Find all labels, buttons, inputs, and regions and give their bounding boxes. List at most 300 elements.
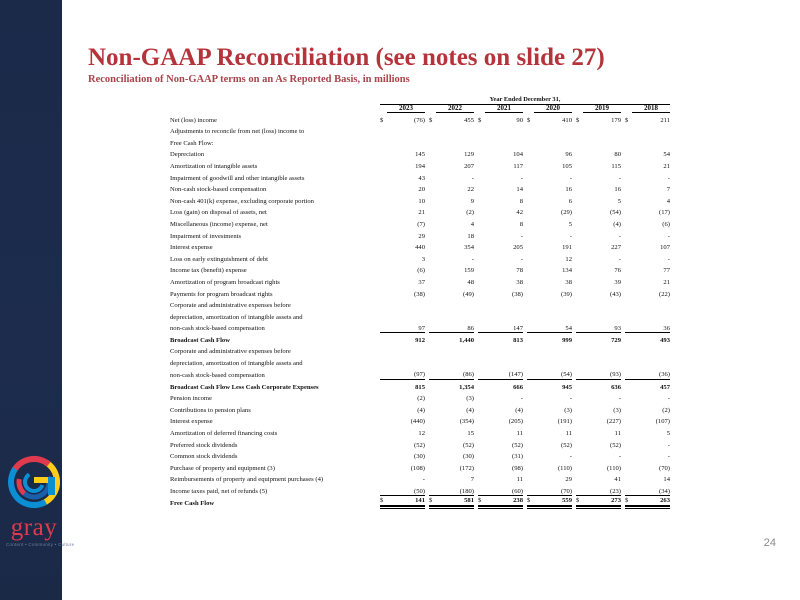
- currency-symbol-cell: [576, 229, 583, 241]
- currency-symbol-cell: [478, 368, 485, 380]
- currency-symbol-cell: [576, 252, 583, 264]
- currency-symbol-cell: [576, 240, 583, 252]
- cell-value: (6): [662, 220, 670, 228]
- cell-value: -: [569, 174, 572, 182]
- currency-symbol-cell: [576, 449, 583, 461]
- row-label: Pension income: [170, 395, 212, 403]
- row-label: Adjustments to reconcile from net (loss) income to: [170, 128, 305, 136]
- currency-symbol-cell: [576, 484, 583, 496]
- currency-symbol-cell: [380, 298, 387, 310]
- cell-value: [387, 310, 425, 322]
- currency-symbol-cell: [576, 391, 583, 403]
- cell-value: (98): [512, 464, 523, 472]
- cell-value: 96: [565, 151, 572, 159]
- currency-symbol-cell: [380, 344, 387, 356]
- table-row: [170, 275, 670, 287]
- cell-value: 5: [666, 430, 670, 438]
- table-row: [170, 205, 670, 217]
- cell-value: 7: [470, 476, 474, 484]
- currency-symbol-cell: [625, 484, 632, 496]
- currency-symbol-cell: [576, 182, 583, 194]
- currency-symbol-cell: [576, 171, 583, 183]
- cell-value: 37: [418, 278, 425, 286]
- currency-symbol-cell: $: [576, 116, 580, 124]
- row-label: Depreciation: [170, 151, 205, 159]
- currency-symbol-cell: [527, 426, 534, 438]
- currency-symbol-cell: [527, 182, 534, 194]
- cell-value: 36: [663, 324, 670, 332]
- currency-symbol-cell: $: [429, 496, 436, 508]
- cell-value: 5: [617, 197, 621, 205]
- header-span-row: [170, 95, 670, 104]
- currency-symbol-cell: [527, 240, 534, 252]
- currency-symbol-cell: [429, 356, 436, 368]
- currency-symbol-cell: [625, 194, 632, 206]
- cell-value: (4): [613, 220, 621, 228]
- cell-value: 11: [516, 476, 523, 484]
- currency-symbol-cell: [527, 344, 534, 356]
- cell-value: (52): [463, 441, 474, 449]
- cell-value: [436, 298, 474, 310]
- currency-symbol-cell: $: [625, 496, 632, 508]
- currency-symbol-cell: [576, 379, 583, 391]
- cell-value: 90: [516, 116, 523, 124]
- currency-symbol-cell: [478, 171, 485, 183]
- cell-value: 493: [632, 333, 670, 345]
- currency-symbol-cell: [625, 438, 632, 450]
- cell-value: 97: [418, 324, 425, 332]
- table-body: [170, 113, 670, 508]
- cell-value: -: [520, 395, 523, 403]
- cell-value: -: [667, 255, 670, 263]
- currency-symbol-cell: [527, 124, 534, 136]
- cell-value: (76): [414, 116, 425, 124]
- header-label-cell: [170, 104, 380, 113]
- currency-symbol-cell: [380, 182, 387, 194]
- currency-symbol-cell: [478, 147, 485, 159]
- currency-symbol-cell: [478, 159, 485, 171]
- table-row: [170, 194, 670, 206]
- currency-symbol-cell: [527, 403, 534, 415]
- table-row: [170, 496, 670, 508]
- cell-value: [534, 310, 572, 322]
- table-header: [170, 95, 670, 113]
- cell-value: 10: [418, 197, 425, 205]
- currency-symbol-cell: [380, 147, 387, 159]
- row-label: Common stock dividends: [170, 453, 238, 461]
- cell-value: (2): [662, 406, 670, 414]
- currency-symbol-cell: [429, 136, 436, 148]
- cell-value: 1,354: [436, 379, 474, 391]
- cell-value: [632, 356, 670, 368]
- currency-symbol-cell: $: [429, 116, 433, 124]
- cell-value: 18: [467, 232, 474, 240]
- cell-value: 815: [387, 379, 425, 391]
- currency-symbol-cell: [478, 461, 485, 473]
- cell-value: (60): [512, 487, 523, 495]
- currency-symbol-cell: [576, 333, 583, 345]
- cell-value: [387, 298, 425, 310]
- cell-value: 129: [464, 151, 474, 159]
- currency-symbol-cell: [380, 159, 387, 171]
- cell-value: 21: [418, 209, 425, 217]
- currency-symbol-cell: [576, 263, 583, 275]
- cell-value: [387, 344, 425, 356]
- currency-symbol-cell: [380, 252, 387, 264]
- currency-symbol-cell: [478, 391, 485, 403]
- currency-symbol-cell: [478, 426, 485, 438]
- cell-value: 3: [421, 255, 425, 263]
- currency-symbol-cell: [576, 147, 583, 159]
- currency-symbol-cell: [625, 287, 632, 299]
- cell-value: 147: [513, 324, 523, 332]
- table-row: [170, 449, 670, 461]
- currency-symbol-cell: [478, 472, 485, 484]
- currency-symbol-cell: [625, 391, 632, 403]
- table-row: [170, 113, 670, 125]
- cell-value: 581: [436, 496, 474, 508]
- cell-value: [632, 344, 670, 356]
- currency-symbol-cell: [527, 287, 534, 299]
- currency-symbol-cell: [429, 182, 436, 194]
- currency-symbol-cell: [478, 287, 485, 299]
- cell-value: (52): [561, 441, 572, 449]
- table-row: [170, 333, 670, 345]
- currency-symbol-cell: [625, 449, 632, 461]
- currency-symbol-cell: [576, 205, 583, 217]
- currency-symbol-cell: [625, 414, 632, 426]
- currency-symbol-cell: [429, 310, 436, 322]
- cell-value: (23): [610, 487, 621, 495]
- cell-value: 77: [663, 267, 670, 275]
- column-header-2021: 2021: [485, 104, 523, 113]
- cell-value: -: [618, 255, 621, 263]
- row-label: Impairment of goodwill and other intangible assets: [170, 174, 305, 182]
- header-currency-spacer-1: [429, 104, 436, 113]
- currency-symbol-cell: [429, 449, 436, 461]
- row-label: non-cash stock-based compensation: [170, 325, 265, 333]
- table-row: [170, 136, 670, 148]
- currency-symbol-cell: [429, 472, 436, 484]
- cell-value: (2): [466, 209, 474, 217]
- currency-symbol-cell: [380, 484, 387, 496]
- currency-symbol-cell: [576, 287, 583, 299]
- currency-symbol-cell: [429, 287, 436, 299]
- cell-value: 22: [467, 186, 474, 194]
- currency-symbol-cell: [527, 217, 534, 229]
- currency-symbol-cell: [380, 438, 387, 450]
- cell-value: 12: [418, 430, 425, 438]
- cell-value: [436, 124, 474, 136]
- cell-value: (70): [659, 464, 670, 472]
- currency-symbol-cell: [625, 310, 632, 322]
- cell-value: (110): [557, 464, 572, 472]
- currency-symbol-cell: [576, 159, 583, 171]
- currency-symbol-cell: [429, 194, 436, 206]
- cell-value: -: [520, 255, 523, 263]
- cell-value: [632, 310, 670, 322]
- cell-value: (4): [417, 406, 425, 414]
- gray-wordmark: gray: [10, 514, 58, 541]
- currency-symbol-cell: [527, 263, 534, 275]
- cell-value: 5: [568, 220, 572, 228]
- currency-symbol-cell: [625, 136, 632, 148]
- cell-value: [583, 344, 621, 356]
- row-label: Interest expense: [170, 418, 213, 426]
- cell-value: (4): [515, 406, 523, 414]
- cell-value: [534, 298, 572, 310]
- currency-symbol-cell: [429, 438, 436, 450]
- cell-value: 117: [513, 162, 523, 170]
- currency-symbol-cell: [527, 461, 534, 473]
- currency-symbol-cell: [478, 344, 485, 356]
- currency-symbol-cell: [478, 449, 485, 461]
- cell-value: [583, 136, 621, 148]
- row-label: Loss (gain) on disposal of assets, net: [170, 209, 267, 217]
- row-label: Loss on early extinguishment of debt: [170, 255, 268, 263]
- table-row: [170, 171, 670, 183]
- row-label: Amortization of deferred financing costs: [170, 430, 278, 438]
- cell-value: [534, 136, 572, 148]
- column-header-2023: 2023: [387, 104, 425, 113]
- cell-value: 729: [583, 333, 621, 345]
- table-row: [170, 147, 670, 159]
- currency-symbol-cell: [380, 472, 387, 484]
- cell-value: 105: [562, 162, 572, 170]
- currency-symbol-cell: [625, 240, 632, 252]
- cell-value: 410: [562, 116, 572, 124]
- currency-symbol-cell: [576, 356, 583, 368]
- column-header-2019: 2019: [583, 104, 621, 113]
- cell-value: (227): [606, 418, 621, 426]
- table-row: [170, 229, 670, 241]
- table-row: [170, 484, 670, 496]
- cell-value: [387, 356, 425, 368]
- cell-value: [632, 298, 670, 310]
- cell-value: 4: [470, 220, 474, 228]
- cell-value: 21: [663, 162, 670, 170]
- row-label: Free Cash Flow: [170, 499, 215, 507]
- cell-value: -: [569, 395, 572, 403]
- cell-value: (36): [659, 371, 670, 379]
- row-label: non-cash stock-based compensation: [170, 371, 265, 379]
- cell-value: 104: [513, 151, 523, 159]
- currency-symbol-cell: [527, 472, 534, 484]
- currency-symbol-cell: [527, 252, 534, 264]
- cell-value: 1,440: [436, 333, 474, 345]
- currency-symbol-cell: [527, 275, 534, 287]
- cell-value: 42: [516, 209, 523, 217]
- currency-symbol-cell: [576, 403, 583, 415]
- cell-value: 6: [568, 197, 572, 205]
- currency-symbol-cell: [527, 136, 534, 148]
- cell-value: (54): [610, 209, 621, 217]
- cell-value: (172): [459, 464, 474, 472]
- row-label: Miscellaneous (income) expense, net: [170, 220, 268, 228]
- cell-value: -: [618, 395, 621, 403]
- currency-symbol-cell: [380, 205, 387, 217]
- cell-value: 54: [663, 151, 670, 159]
- currency-symbol-cell: [527, 438, 534, 450]
- currency-symbol-cell: $: [527, 116, 531, 124]
- currency-symbol-cell: [625, 356, 632, 368]
- header-year-row: [170, 104, 670, 113]
- table-row: [170, 124, 670, 136]
- currency-symbol-cell: [625, 147, 632, 159]
- cell-value: (49): [463, 290, 474, 298]
- currency-symbol-cell: [429, 298, 436, 310]
- currency-symbol-cell: [527, 159, 534, 171]
- currency-symbol-cell: [527, 171, 534, 183]
- currency-symbol-cell: [576, 217, 583, 229]
- cell-value: (38): [512, 290, 523, 298]
- cell-value: 11: [565, 430, 572, 438]
- cell-value: (191): [557, 418, 572, 426]
- cell-value: (3): [466, 395, 474, 403]
- currency-symbol-cell: [527, 298, 534, 310]
- cell-value: 54: [565, 324, 572, 332]
- cell-value: 38: [565, 278, 572, 286]
- header-year-span: Year Ended December 31,: [380, 95, 670, 104]
- cell-value: (39): [561, 290, 572, 298]
- financial-table-area: [170, 95, 680, 509]
- cell-value: (30): [463, 453, 474, 461]
- currency-symbol-cell: [429, 275, 436, 287]
- currency-symbol-cell: [527, 391, 534, 403]
- cell-value: 80: [614, 151, 621, 159]
- currency-symbol-cell: [527, 333, 534, 345]
- page-title: Non-GAAP Reconciliation (see notes on slide 27): [88, 44, 605, 71]
- cell-value: (3): [613, 406, 621, 414]
- row-label: Net (loss) income: [170, 116, 217, 124]
- currency-symbol-cell: [380, 194, 387, 206]
- cell-value: 21: [663, 278, 670, 286]
- cell-value: (17): [659, 209, 670, 217]
- cell-value: -: [667, 232, 670, 240]
- row-label: Reimbursements of property and equipment purchases (4): [170, 476, 324, 484]
- table-row: [170, 391, 670, 403]
- row-label: Non-cash 401(k) expense, excluding corporate portion: [170, 197, 314, 205]
- currency-symbol-cell: [380, 333, 387, 345]
- currency-symbol-cell: [429, 414, 436, 426]
- currency-symbol-cell: [380, 310, 387, 322]
- cell-value: [485, 124, 523, 136]
- cell-value: [583, 298, 621, 310]
- currency-symbol-cell: [576, 368, 583, 380]
- currency-symbol-cell: [527, 379, 534, 391]
- cell-value: 115: [611, 162, 621, 170]
- gray-g-icon: [8, 455, 60, 513]
- row-label: Broadcast Cash Flow Less Cash Corporate Expenses: [170, 383, 319, 391]
- currency-symbol-cell: $: [478, 496, 485, 508]
- cell-value: [485, 344, 523, 356]
- cell-value: 141: [387, 496, 425, 508]
- table-row: [170, 403, 670, 415]
- currency-symbol-cell: [625, 344, 632, 356]
- column-header-2020: 2020: [534, 104, 572, 113]
- row-label: Payments for program broadcast rights: [170, 290, 273, 298]
- cell-value: (3): [564, 406, 572, 414]
- cell-value: 813: [485, 333, 523, 345]
- cell-value: 134: [562, 267, 572, 275]
- cell-value: 159: [464, 267, 474, 275]
- currency-symbol-cell: [527, 414, 534, 426]
- cell-value: 7: [666, 186, 670, 194]
- currency-symbol-cell: [380, 379, 387, 391]
- cell-value: -: [569, 232, 572, 240]
- cell-value: 12: [565, 255, 572, 263]
- currency-symbol-cell: [380, 449, 387, 461]
- currency-symbol-cell: [380, 263, 387, 275]
- cell-value: (31): [512, 453, 523, 461]
- currency-symbol-cell: $: [576, 496, 583, 508]
- currency-symbol-cell: [380, 287, 387, 299]
- cell-value: [485, 310, 523, 322]
- cell-value: 107: [660, 244, 670, 252]
- cell-value: 263: [632, 496, 670, 508]
- currency-symbol-cell: [625, 263, 632, 275]
- cell-value: (354): [459, 418, 474, 426]
- currency-symbol-cell: $: [625, 116, 629, 124]
- currency-symbol-cell: [576, 438, 583, 450]
- currency-symbol-cell: [576, 461, 583, 473]
- currency-symbol-cell: [380, 240, 387, 252]
- cell-value: (86): [463, 371, 474, 379]
- currency-symbol-cell: [429, 229, 436, 241]
- currency-symbol-cell: [576, 321, 583, 333]
- currency-symbol-cell: [625, 229, 632, 241]
- cell-value: [583, 356, 621, 368]
- currency-symbol-cell: [429, 368, 436, 380]
- cell-value: 354: [464, 244, 474, 252]
- cell-value: 29: [418, 232, 425, 240]
- currency-symbol-cell: $: [478, 116, 482, 124]
- cell-value: 20: [418, 186, 425, 194]
- cell-value: -: [422, 476, 425, 484]
- table-row: [170, 472, 670, 484]
- row-label: Broadcast Cash Flow: [170, 336, 230, 344]
- currency-symbol-cell: [429, 217, 436, 229]
- currency-symbol-cell: [429, 321, 436, 333]
- currency-symbol-cell: [576, 310, 583, 322]
- cell-value: -: [667, 174, 670, 182]
- currency-symbol-cell: [429, 403, 436, 415]
- currency-symbol-cell: [429, 344, 436, 356]
- cell-value: (43): [610, 290, 621, 298]
- currency-symbol-cell: [527, 356, 534, 368]
- currency-symbol-cell: [429, 484, 436, 496]
- row-label: Corporate and administrative expenses before: [170, 348, 291, 356]
- currency-symbol-cell: [625, 217, 632, 229]
- currency-symbol-cell: [380, 171, 387, 183]
- table-row: [170, 356, 670, 368]
- currency-symbol-cell: [478, 124, 485, 136]
- currency-symbol-cell: [380, 124, 387, 136]
- currency-symbol-cell: [380, 229, 387, 241]
- currency-symbol-cell: [478, 438, 485, 450]
- cell-value: 455: [464, 116, 474, 124]
- currency-symbol-cell: [429, 205, 436, 217]
- row-label: Income taxes paid, net of refunds (5): [170, 488, 268, 495]
- cell-value: [436, 136, 474, 148]
- cell-value: 211: [660, 116, 670, 124]
- currency-symbol-cell: [625, 275, 632, 287]
- currency-symbol-cell: [625, 159, 632, 171]
- cell-value: 76: [614, 267, 621, 275]
- row-label: Non-cash stock-based compensation: [170, 186, 267, 194]
- cell-value: 999: [534, 333, 572, 345]
- cell-value: [583, 124, 621, 136]
